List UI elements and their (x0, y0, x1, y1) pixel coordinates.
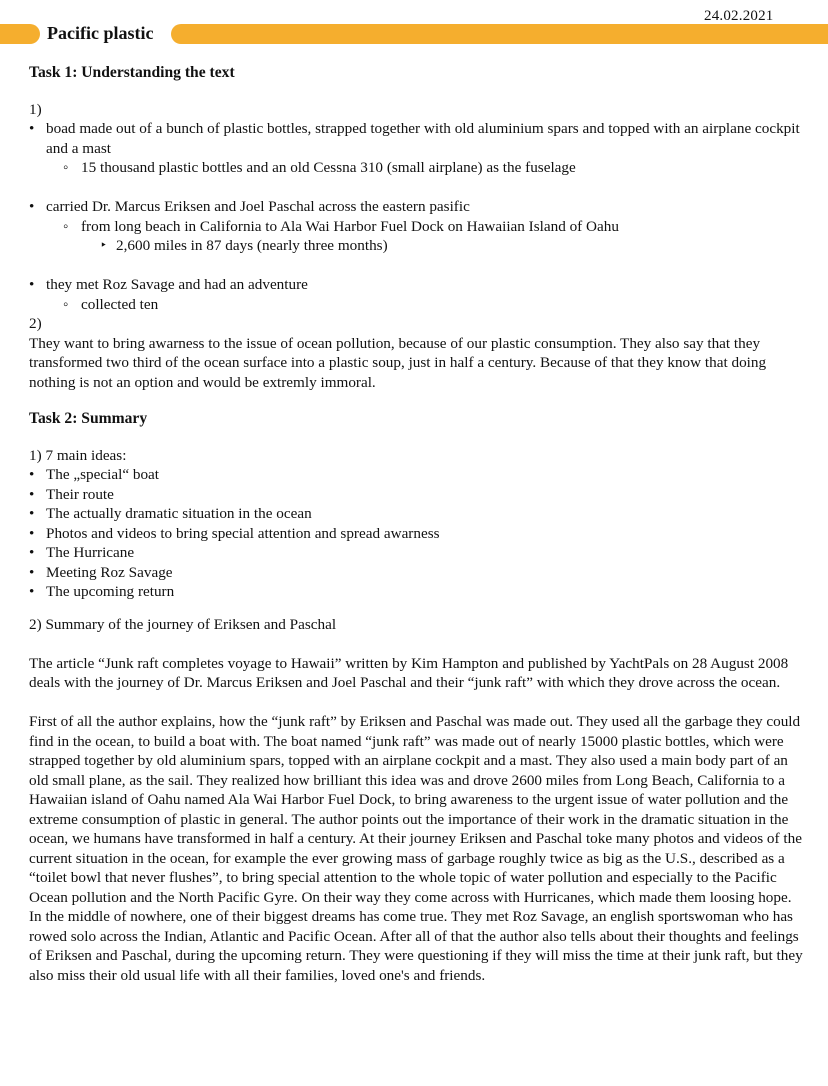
summary-paragraph-1: The article “Junk raft completes voyage to Hawaii” written by Kim Hampton and published by YachtPals on 28 August 2008 deals with the journey of Dr. Marcus Eriksen and Joel Paschal and their “junk raft” with which they drove across the ocean. (29, 654, 789, 691)
list-spacer (29, 178, 804, 198)
list-item: • Photos and videos to bring special attention and spread awarness (29, 524, 804, 544)
summary-paragraph-2: First of all the author explains, how the “junk raft” by Eriksen and Paschal was made out. They used all the garbage they could find in the ocean, to build a boat with. The boat named “junk raft” was made out of nearly 15000 plastic bottles, which were strapped together by old aluminium spars, topped with an airplane cockpit and a mast. They also used a main body part of an old small plane, as the sail. They realized how brilliant this idea was and drove 2600 miles from Long Beach, California to a Hawaiian island of Oahu named Ala Wai Harbor Fuel Dock, to bring awareness to the urgent issue of water pollution and the extreme consumption of plastic in general. The author points out the importance of their work in the dramatic situation in the ocean, we humans have transformed in half a century. At their journey Eriksen and Paschal toke many photos and videos of the current situation in the ocean, for example the ever growing mass of garbage roughly twice as big as the U.S., described as a “toilet bowl that never flushes”, to bring special attention to the whole topic of water pollution and especially to the Pacific Ocean pollution and the North Pacific Gyre. On their way they come across with Hurricanes, which made them loosing hope. In the middle of nowhere, one of their biggest dreams has come true. They met Roz Savage, an english sportswoman who has rowed solo across the Indian, Atlantic and Pacific Ocean. After all of that the author also tells about their thoughts and feelings of Eriksen and Paschal, during the upcoming return. They were questioning if they will miss the time at their junk raft, but they also miss their old usual life with all their families, loved one's and friends. (29, 713, 803, 984)
list-item: ‣ 2,600 miles in 87 days (nearly three months) (29, 236, 804, 256)
document-body (29, 63, 804, 985)
list-item: ◦ collected ten (29, 295, 804, 315)
list-item: • they met Roz Savage and had an adventure (29, 275, 804, 295)
list-item: • The „special“ boat (29, 465, 804, 485)
task2-ideas-label: 1) 7 main ideas: (29, 446, 127, 464)
task1-q1-label: 1) (29, 100, 42, 118)
list-item: • Their route (29, 485, 804, 505)
list-item: • The upcoming return (29, 582, 804, 602)
summary-label: 2) Summary of the journey of Eriksen and Paschal (29, 615, 337, 633)
main-ideas-list (29, 465, 804, 602)
list-item: ◦ 15 thousand plastic bottles and an old Cessna 310 (small airplane) as the fuselage (29, 158, 804, 178)
list-item: • The Hurricane (29, 543, 804, 563)
task1-q2-text: They want to bring awarness to the issue of ocean pollution, because of our plastic consumption. They also say that they transformed two third of the ocean surface into a plastic soup, just in half a century. Because of that they know that doing nothing is not an option and would be extremly immoral. (29, 334, 767, 391)
task1-q2-label: 2) (29, 315, 42, 332)
list-item: • The actually dramatic situation in the ocean (29, 504, 804, 524)
task2-heading: Task 2: Summary (29, 410, 148, 427)
header-bar-left (0, 24, 40, 44)
task1-answer-list (29, 119, 804, 314)
list-spacer (29, 256, 804, 276)
header-bar-right (171, 24, 828, 44)
list-item: ◦ from long beach in California to Ala Wai Harbor Fuel Dock on Hawaiian Island of Oahu (29, 217, 804, 237)
page-title: Pacific plastic (47, 23, 154, 43)
date-label: 24.02.2021 (704, 8, 774, 24)
list-item: • carried Dr. Marcus Eriksen and Joel Paschal across the eastern pasific (29, 197, 804, 217)
list-item: • boad made out of a bunch of plastic bottles, strapped together with old aluminium spars and topped with an airplane cockpit and a mast (29, 119, 804, 158)
task1-heading: Task 1: Understanding the text (29, 64, 235, 81)
list-item: • Meeting Roz Savage (29, 563, 804, 583)
